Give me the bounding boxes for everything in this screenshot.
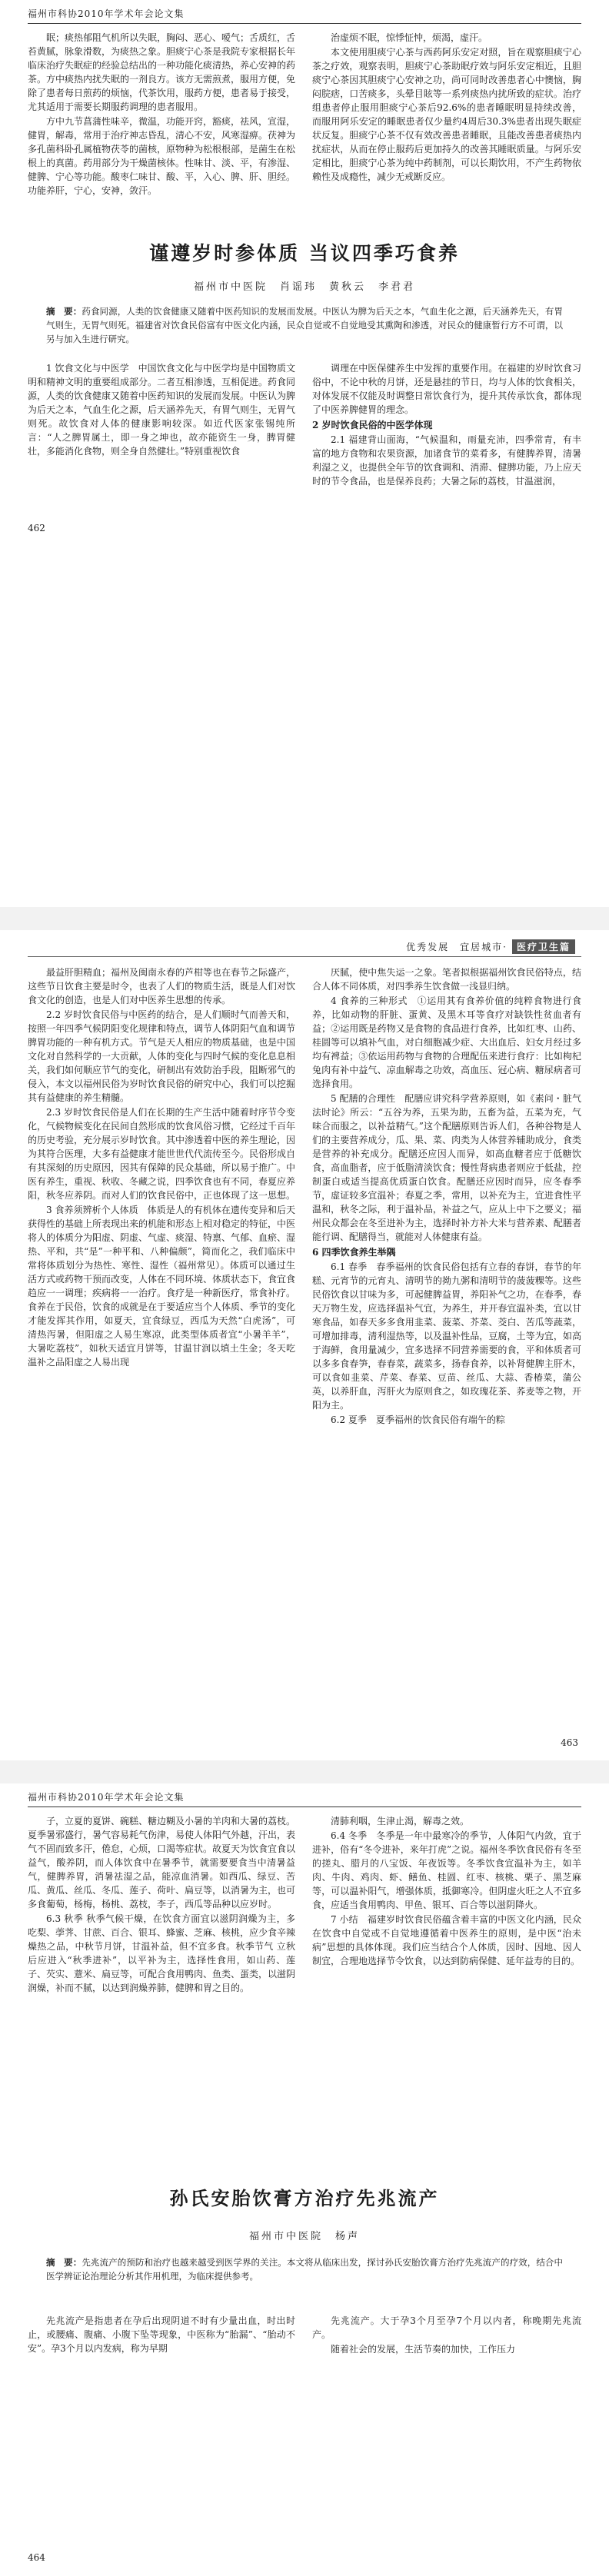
paragraph: 眠；痰热郁阻气机所以失眠，胸闷、恶心、嗳气；舌质红，舌苔黄腻，脉象滑数，为痰热之象。胆痰宁心茶是我院专家根据长年临床治疗失眠症的经验总结出的一种功能化痰清热，养心安神的药茶。方中痰热内扰失眠的一剂良方。该方无需煎煮，服用方便，免除了患者每日煎药的烦恼，代茶饮用，服药方便，患者易于接受，尤其适用于需要长期服药调理的患者服用。 <box>28 32 296 112</box>
banner-box: 医疗卫生篇 <box>512 939 575 954</box>
section-heading: 6 四季饮食养生举隅 <box>312 1247 396 1258</box>
paragraph: 随着社会的发展，生活节奏的加快，工作压力 <box>331 2344 516 2355</box>
paragraph: 先兆流产是指患者在孕后出现阴道不时有少量出血，时出时止，或腰痛、腹痛、小腹下坠等现象，中医称为“胎漏”、“胎动不安”。孕3个月以内发病，称为早期 <box>28 2315 295 2354</box>
page-separator <box>0 907 609 930</box>
paragraph: 本文使用胆痰宁心茶与西药阿乐安定对照，旨在观察胆痰宁心茶之疗效，观察表明，胆痰宁心茶助眠疗效与阿乐安定相近，且胆痰宁心茶因其胆痰宁心安神之功，尚可同时改善患者心中懊恼，胸闷脘痞，口苦痰多，头晕目眩等一系列痰热内扰所致的症状。治疗组患者停止服用胆痰宁心茶后92.6%的患者睡眠明显持续改善，而服用阿乐安定的睡眠患者仅少量约4周后30.3%患者出现失眠症状反复。胆痰宁心茶不仅有效改善患者睡眠，且能改善患者痰热内扰症状，从而在停止服药后更加持久的改善其睡眠质量。与阿乐安定相比，胆痰宁心茶为纯中药制剂，可以长期饮用，不产生药物依赖性及成瘾性，减少无戒断反应。 <box>312 47 581 182</box>
previous-article-left-column <box>28 31 295 198</box>
left-column <box>28 966 295 1370</box>
paragraph: 7 小结 福建岁时饮食民俗蕴含着丰富的中医文化内涵，民众在饮食中自觉或不自觉地遵循着中医养生的原则，是中医“治未病”思想的具体体现。我们应当结合个人体质，因时、因地、因人制宜，合理地选择节令饮食，以达到防病保健、延年益寿的目的。 <box>312 1914 581 1966</box>
right-column <box>312 966 581 1428</box>
page-number: 462 <box>28 523 45 533</box>
article-left-column <box>28 2314 295 2356</box>
page-462 <box>0 0 609 907</box>
previous-article-right-column <box>312 1814 581 1969</box>
paragraph: 2.3 岁时饮食民俗是人们在长期的生产生活中随着时序节令变化，气候物候变化在民间自然形成的饮食风俗习惯，它经过千百年的历史考验，充分展示岁时饮食。其中渗透着中医的养生理论，因为其符合医理，大多有益健康才能世世代代流传至今。民俗形成自有其深刻的历史原因，因其有保障的民众基础，所以易于推广。中医有养生，重视、秋收、冬藏之说，四季饮食也有不同，春夏应养阳，秋冬应养阴。而对人们的饮食民俗中，正也体现了这一思想。 <box>28 1107 296 1201</box>
section-heading: 2 岁时饮食民俗的中医学体现 <box>312 420 433 430</box>
previous-article-right-column <box>312 31 581 184</box>
abstract-label: 摘 要： <box>46 306 82 317</box>
paragraph: 治虚烦不眠，惊悸怔忡，烦渴，虚汗。 <box>331 32 488 43</box>
article-authors: 福州市中医院 杨声 <box>248 2231 360 2242</box>
paragraph: 1 饮食文化与中医学 中国饮食文化与中医学均是中国物质文明和精神文明的重要组成部分。二者互相渗透，互相促进。药食同源，人类的饮食健康又随着中医药知识的发展而发展。中医认为脾为后天之本，气血生化之源，后天涵养先天，有胃气则生，无胃气则死。故饮食对人体的健康影响较深。如近代医家张锡纯所言：“人之脾胃属土，即一身之坤也，故亦能资生一身，脾胃健壮，多能消化食物，则全身自然健壮。”特别重视饮食 <box>28 363 296 457</box>
abstract <box>46 2255 563 2285</box>
article-right-column <box>312 2314 581 2357</box>
previous-article-left-column <box>28 1814 295 1996</box>
abstract-label: 摘 要： <box>46 2257 82 2268</box>
page-separator <box>0 1760 609 1783</box>
banner-text: 优秀发展 宜居城市· <box>406 942 508 952</box>
paragraph: 最益肝胆精血；福州及闽南永春的芦柑等也在春节之际盛产，这些节日饮食主要是时令，也表了人们的物质生活，既是人们对饮食文化的创造，也是人们对中医养生思想的传承。 <box>28 967 296 1005</box>
paragraph: 2.2 岁时饮食民俗与中医药的结合，是人们顺时气而善天和，按照一年四季气候阴阳变化规律和特点，调节人体阴阳气血和调节脾胃功能的一种有机方式。节气是天人相应的物质基础，也是中国文化对自然科学的一大贡献，人体的变化与四时气候的变化息息相关，我们如何顺应节气的变化，研制出有效防治手段，阻断邪气的侵入，本文以福州民俗为岁时饮食民俗的研究中心，我们可以挖掘其有益健康的养生精髓。 <box>28 1009 296 1103</box>
article-title: 谨遵岁时参体质 当议四季巧食养 <box>149 242 460 264</box>
abstract <box>46 304 563 347</box>
paragraph: 3 食养须辨析个人体质 体质是人的有机体在遗传变异和后天获得性的基础上所表现出来的机能和形态上相对稳定的特征，中医将人的体质分为阳虚、阴虚、气虚、痰湿、特禀、气郁、血瘀、湿热、平和，共“是”一种平和、八种偏颇”，简而化之，我们临床中常将体质划分为热性、寒性、湿性（福州常见）。体质可以通过生活方式或药物干预而改变，人体在不同环境、体质状态下，食宜食趋应一一调理；疾病将一一治疗。食疗是一种新医疗，常食补疗。食养在于民俗，饮食的成就是在于要适应当个人体质、季节的变化才能发挥其作用，如夏天，宜食绿豆，西瓜为天然“白虎汤”，可清热泻暑，但阳虚之人易生寒凉，此类型体质者宜“小暑羊羊”，大暑吃荔枝”，如秋天适宜月饼等，甘温甘润以填土生金；冬天吃温补之品阳虚之人易出现 <box>28 1205 296 1368</box>
paragraph: 5 配膳的合理性 配膳应讲究科学营养原则，如《素问・脏气法时论》所云：“五谷为养，五果为助，五畜为益，五菜为充，气味合而服之，以补益精气。”这个配膳原则告诉人们，各种谷物是人们的主要营养成分，瓜、果、菜、肉类为人体营养辅助成分，食类是营养的补充成分。配膳还应因人而异，如高血糖者应于低糖饮食，高血脂者，应于低脂清淡饮食；慢性肾病患者则应于低盐，控制蛋白或适当提高优质蛋白饮食。配膳还应因时而异，应冬春季节，虚证较多宜温补；春夏之季，常用，以补充为主，宜进食性平温和，秋冬之际，利于温补品，补益之气，应从上中下之要义；福州民众都会在冬至进补为主，选择时补方补大米与营养素、配膳者能行调、配膳得当，就能对人体健康有益。 <box>312 1093 581 1242</box>
paragraph: 调理在中医保健养生中发挥的重要作用。在福建的岁时饮食习俗中，不论中秋的月饼，还是悬挂的节日，均与人体的饮食相关，对体发展不仅能及时调整日常饮食行为，提升其传承饮食，都体现了中医养脾健胃的理念。 <box>312 363 581 415</box>
section-banner <box>406 939 575 954</box>
paragraph: 6.3 秋季 秋季气候干燥，在饮食方面宜以滋阴润燥为主，多吃梨、荸荠、甘蔗、百合、银耳、蜂蜜、芝麻、核桃，应少食辛辣燥热之品，中秋节月饼，甘温补益，但不宜多食。秋季节气 立秋后应进入“秋季进补”，以平补为主，选择性食用，如山药、莲子、芡实、薏米、扁豆等，可配合食用鸭肉、鱼类、蛋类，以滋阴润燥，补而不腻，以达到润燥养肺，健脾和胃之目的。 <box>28 1913 296 1993</box>
article-right-column <box>312 361 581 489</box>
paragraph: 子，立夏的夏饼、碗糕、糖边糊及小暑的羊肉和大暑的荔枝。夏季暑邪盛行，暑气容易耗气伤津，易使人体阳气外越，汗出，表气不固而致多汗，倦怠，心烦，口渴等症状。故夏天为饮食宜食以益气，酸养阴，而人体饮食中在暑季节，就需要要食当中清暑益气，健脾养胃，消暑祛湿之品，能凉血消暑。如西瓜、绿豆、苦瓜、黄瓜、丝瓜、冬瓜、莲子、荷叶、扁豆等，以消暑为主，也可多食葡萄，杨梅，杨桃、荔枝，李子，西瓜等品种以应岁时。 <box>28 1816 296 1910</box>
abstract-text: 先兆流产的预防和治疗也越来越受到医学界的关注。本文将从临床出发，探讨孙氏安胎饮膏方治疗先兆流产的疗效，结合中医学辨证论治理论分析其作用机理，为临床提供参考。 <box>46 2257 564 2282</box>
page-number: 463 <box>561 1737 578 1748</box>
paragraph: 2.1 福建背山面海，“气候温和，雨量充沛，四季常青，有丰富的地方食物和农果资源，加诸食节的菜肴多，有健脾养胃，清暑利湿之义，也提供全年节的饮食调和、消滞、健脾功能，乃上应天时的节令食品，也是保养良药；大暑之际的荔枝，甘温滋润， <box>312 434 581 487</box>
page-463 <box>0 930 609 1760</box>
paragraph: 4 食养的三种形式 ①运用其有食养价值的纯粹食物进行食养，比如动物的肝脏、蛋黄、及黑木耳等食疗对缺铁性贫血者有益；②运用既是药物又是食物的食品进行食养，比如红枣、山药、桂圆等可以填补气血，对白细胞减少症、大出血后、妇女月经过多均有裨益；③依运用药物与食物的合理配伍来进行食疗：比如枸杞兔肉有补中益气、凉血解毒之功效，高血压、冠心病、糖尿病者可选择食用。 <box>312 995 581 1089</box>
running-header: 福州市科协2010年学术年会论文集 <box>28 8 581 24</box>
paragraph: 6.2 夏季 夏季福州的饮食民俗有端午的粽 <box>331 1414 505 1425</box>
paragraph: 6.4 冬季 冬季是一年中最寒冷的季节，人体阳气内敛，宜于进补，俗有“冬令进补，来年打虎”之说。福州冬季饮食民俗有冬至的搓丸、腊月的八宝饭、年夜饭等。冬季饮食宜温补为主，如羊肉、牛肉、鸡肉、虾、鳝鱼、桂圆、红枣、核桃、栗子、黑芝麻等，可以温补阳气，增强体质，抵御寒冷。但阴虚火旺之人不宜多食，应适当食用鸭肉、甲鱼、银耳、百合等以滋阴降火。 <box>312 1830 581 1910</box>
page-464 <box>0 1783 609 2576</box>
header-rule <box>28 956 581 957</box>
paragraph: 方中九节菖蒲性味辛，微温，功能开窍，豁痰，祛风，宣湿，健胃，解毒，常用于治疗神志昏乱，清心不安，风寒湿痹。茯神为多孔菌科卧孔属植物茯苓的菌核，原物种为松根根部，是菌生在松根上的真菌。药用部分为干燥菌核体。性味甘、淡、平，有渗湿、健脾、宁心等功能。酸枣仁味甘、酸、平，入心、脾、肝、胆经。功能养肝，宁心，安神，敛汗。 <box>28 116 296 196</box>
paragraph: 厌腻，使中焦失运一之象。笔者拟根据福州饮食民俗特点，结合人体不同体质，对四季养生饮食做一浅显归纳。 <box>312 967 581 992</box>
paragraph: 6.1 春季 春季福州的饮食民俗包括有立春的春饼，春节的年糕、元宵节的元宵丸、清明节的拗九粥和清明节的菠菠粿等。这些民俗饮食以甘味为多，可起健脾益胃，养阳补气之功，在春季，春天万物生发，应选择温补气宜，为养生，并开春宜温补类，宜以甘寒食品，如春天多多食用韭菜、菠菜、芥菜、茭白、苦瓜等蔬菜，可增加排毒，清利湿热等，以及温补性品，豆腐，土等为宜，如高于海鲜，食用量减少，宜多选择不同营养需要的食，平和体质者可以多多食春笋，春春菜，蔬菜多，扬春食养，以补肾健脾主肝木，可以食如韭菜、芹菜、春菜、豆苗、丝瓜、大蒜、香椿菜，蒲公英，以养肝血，泻肝火为原则食之，如玫瑰花茶、荞麦等之物，开阳为主。 <box>312 1261 581 1411</box>
article-title: 孙氏安胎饮膏方治疗先兆流产 <box>169 2187 440 2209</box>
page-number: 464 <box>28 2552 45 2563</box>
article-left-column <box>28 361 295 459</box>
paragraph: 清肺利咽，生津止渴，解毒之效。 <box>331 1816 470 1826</box>
paragraph: 先兆流产。大于孕3个月至孕7个月以内者，称晚期先兆流产。 <box>312 2315 581 2340</box>
article-authors: 福州市中医院 肖谣玮 黄秋云 李君君 <box>193 281 415 293</box>
running-header: 福州市科协2010年学术年会论文集 <box>28 1791 581 1807</box>
abstract-text: 药食同源，人类的饮食健康又随着中医药知识的发展而发展。中医认为脾为后天之本，气血生化之源，后天涵养先天，有胃气则生，无胃气则死。福建省对饮食民俗富有中医文化内涵，民众自觉或不自觉地受其熏陶和渗透，对民众的健康暂行方不可谓，以另与加入生进行研究。 <box>46 306 564 344</box>
